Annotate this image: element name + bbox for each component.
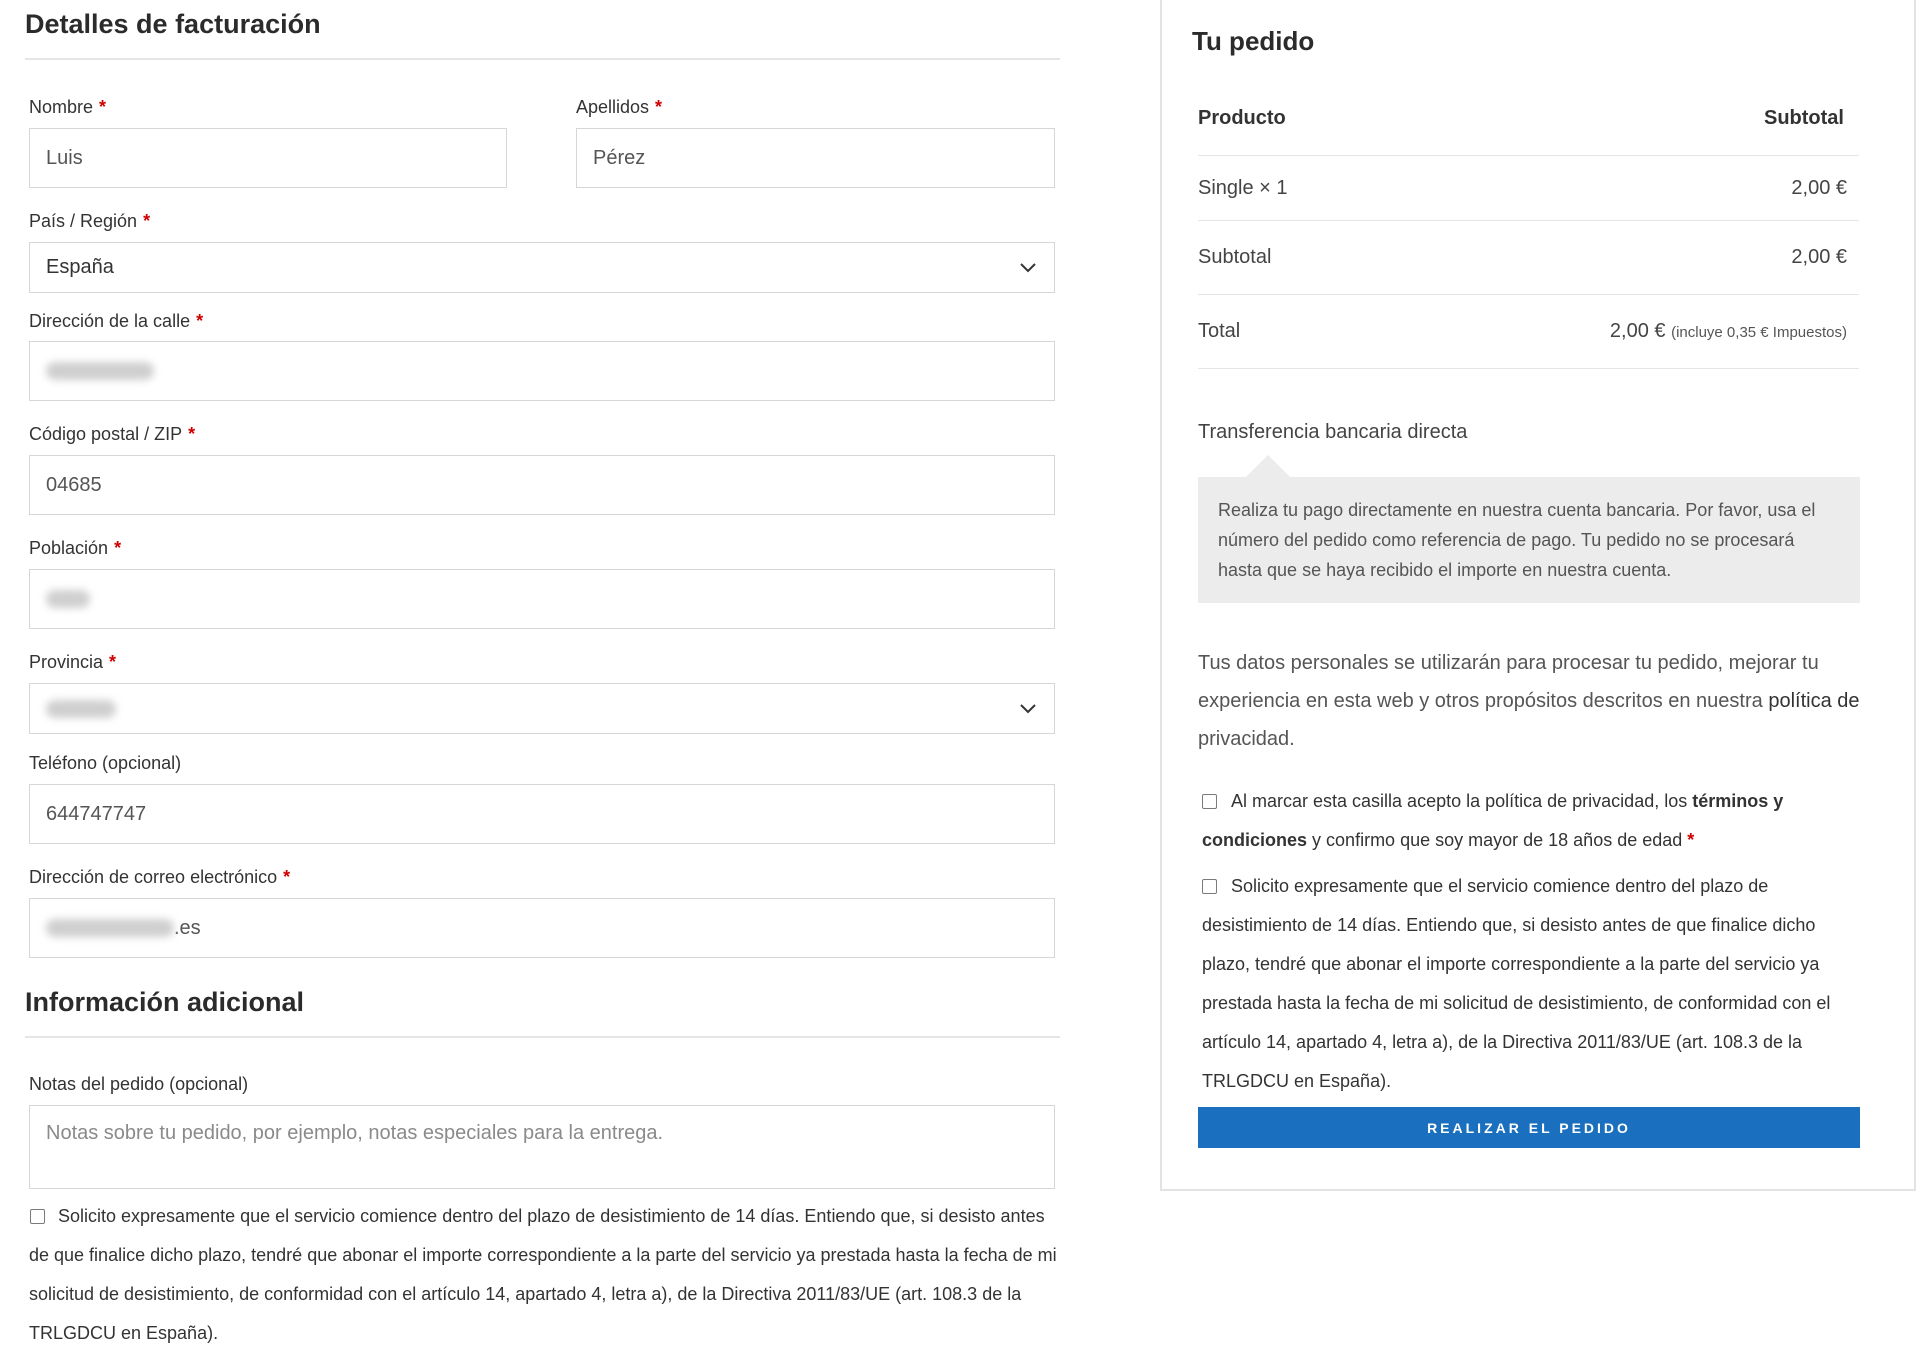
conditions-link[interactable]: condiciones: [1202, 830, 1308, 850]
withdrawal-text-order: Solicito expresamente que el servicio comience dentro del plazo de desistimiento de 14 días. Entiendo que, si desisto antes de que finalice dicho plazo, tendré que abonar el importe correspondiente a la parte del servicio ya prestada hasta la fecha de mi solicitud de desistimiento, de conformidad con el artículo 14, apartado 4, letra a), de la Directiva 2011/83/UE (art. 108.3 de la TRLGDCU en España).: [1202, 876, 1831, 1091]
billing-title: Detalles de facturación: [25, 9, 321, 39]
subtotal-label: Subtotal: [1198, 246, 1272, 268]
order-divider: [1198, 294, 1859, 295]
order-divider: [1198, 220, 1859, 221]
place-order-button[interactable]: REALIZAR EL PEDIDO: [1198, 1107, 1860, 1148]
privacy-policy-link[interactable]: política de: [1768, 690, 1860, 712]
payment-box-pointer: [1246, 455, 1290, 477]
postcode-label: Código postal / ZIP *: [29, 424, 196, 444]
order-notes-textarea[interactable]: [29, 1105, 1055, 1189]
redacted-value: [46, 919, 174, 937]
notes-label: Notas del pedido (opcional): [29, 1074, 249, 1094]
country-select[interactable]: España: [29, 242, 1055, 293]
required-asterisk: *: [283, 867, 291, 887]
redacted-value: [46, 700, 116, 718]
item-price: 2,00 €: [1791, 177, 1847, 199]
order-title: Tu pedido: [1192, 26, 1315, 56]
payment-description: Realiza tu pago directamente en nuestra cuenta bancaria. Por favor, usa el número del pedido como referencia de pago. Tu pedido no se procesará hasta que se haya recibido el importe en nuestra cuenta.: [1198, 477, 1860, 603]
required-asterisk: *: [143, 211, 151, 231]
item-name: Single × 1: [1198, 177, 1288, 199]
payment-method-label: Transferencia bancaria directa: [1198, 421, 1468, 443]
billing-divider: [25, 58, 1060, 60]
total-label: Total: [1198, 320, 1241, 342]
street-field[interactable]: [29, 341, 1055, 401]
total-value: 2,00 € (incluye 0,35 € Impuestos): [1609, 320, 1847, 342]
required-asterisk: *: [188, 424, 196, 444]
notes-placeholder: Notas sobre tu pedido, por ejemplo, notas especiales para la entrega.: [46, 1122, 664, 1144]
additional-title: Información adicional: [25, 987, 305, 1017]
required-asterisk: *: [99, 97, 107, 117]
order-divider: [1198, 368, 1859, 369]
tax-note: (incluye 0,35 € Impuestos): [1671, 324, 1847, 341]
state-label: Provincia *: [29, 652, 117, 672]
email-label: Dirección de correo electrónico *: [29, 867, 291, 887]
chevron-down-icon: [1018, 699, 1038, 719]
withdrawal-text: Solicito expresamente que el servicio comience dentro del plazo de desistimiento de 14 días. Entiendo que, si desisto antes de que finalice dicho plazo, tendré que abonar el importe correspondiente a la parte del servicio ya prestada hasta la fecha de mi solicitud de desistimiento, de conformidad con el artículo 14, apartado 4, letra a), de la Directiva 2011/83/UE (art. 108.3 de la TRLGDCU en España).: [29, 1206, 1057, 1343]
additional-divider: [25, 1036, 1060, 1038]
required-asterisk: *: [114, 538, 122, 558]
col-subtotal-header: Subtotal: [1764, 107, 1844, 129]
terms-link[interactable]: términos y: [1692, 791, 1784, 811]
required-asterisk: *: [1687, 830, 1695, 850]
phone-field[interactable]: 644747747: [29, 784, 1055, 844]
state-select[interactable]: [29, 683, 1055, 734]
col-product-header: Producto: [1198, 107, 1286, 129]
postcode-field[interactable]: 04685: [29, 455, 1055, 515]
subtotal-value: 2,00 €: [1791, 246, 1847, 268]
city-label: Población *: [29, 538, 122, 558]
city-field[interactable]: [29, 569, 1055, 629]
redacted-value: [46, 362, 154, 380]
first-name-field[interactable]: Luis: [29, 128, 507, 188]
required-asterisk: *: [655, 97, 663, 117]
redacted-value: [46, 590, 90, 608]
phone-label: Teléfono (opcional): [29, 753, 182, 773]
required-asterisk: *: [109, 652, 117, 672]
street-label: Dirección de la calle *: [29, 311, 204, 331]
chevron-down-icon: [1018, 258, 1038, 278]
email-field[interactable]: .es: [29, 898, 1055, 958]
order-divider: [1198, 155, 1859, 156]
required-asterisk: *: [196, 311, 204, 331]
terms-text: Al marcar esta casilla acepto la política de privacidad, los términos y condiciones y confirmo que soy mayor de 18 años de edad *: [1202, 791, 1784, 850]
privacy-notice: Tus datos personales se utilizarán para procesar tu pedido, mejorar tu experiencia en esta web y otros propósitos descritos en nuestra política de privacidad.: [1198, 652, 1860, 750]
first-name-label: Nombre *: [29, 97, 107, 117]
country-label: País / Región *: [29, 211, 151, 231]
last-name-field[interactable]: Pérez: [576, 128, 1055, 188]
last-name-label: Apellidos *: [576, 97, 663, 117]
